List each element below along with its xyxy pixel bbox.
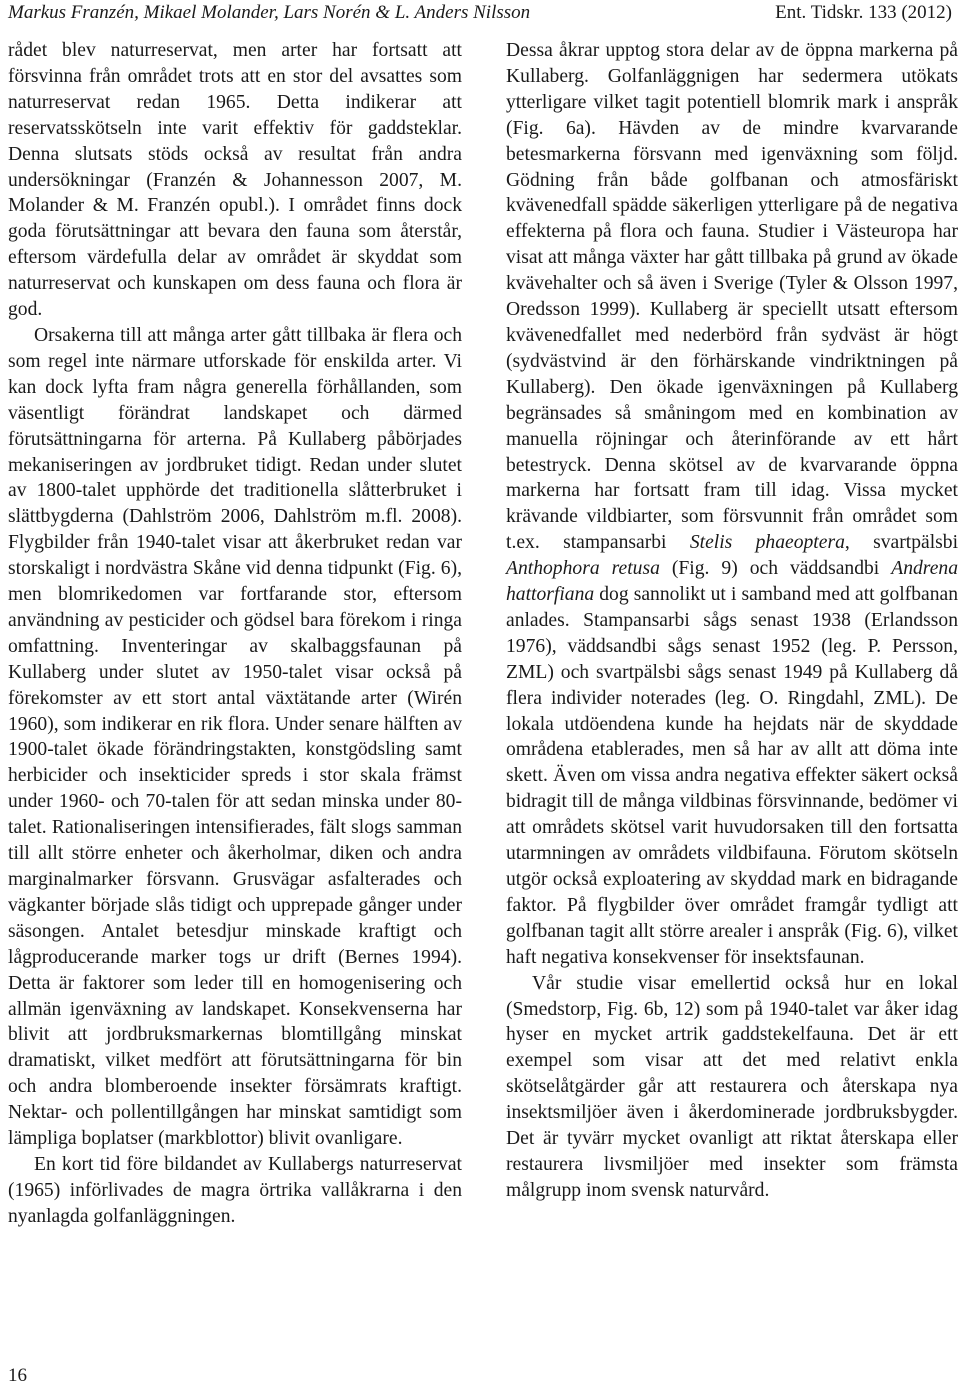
running-head-authors: Markus Franzén, Mikael Molander, Lars Norén & L. Anders Nilsson: [8, 2, 531, 23]
species-name: Stelis phaeoptera: [689, 532, 845, 554]
text-run: (Fig. 9) och väddsandbi: [659, 558, 892, 580]
text-run: Dessa åkrar upptog stora delar av de öppna markerna på Kullaberg. Golfanläggnigen har sedermera utökats ytterligare vilket tagit potentiell blomrik mark i anspråk (Fig. 6a). Hävden av de mindre kvarvarande betesmarkerna försvann med igenväxning som följd. Gödning från både golfbanan och atmosfäriskt kvävenedfall spädde säkerligen ytterligare på de negativa effekterna på flora och fauna. Studier i Västeuropa har visat att många växter har gått tillbaka på grund av ökade kvävehalter och så även i Sverige (Tyler & Olsson 1997, Oredsson 1999). Kullaberg är speciellt utsatt eftersom kvävenedfallet med nederbörd från sydväst är högt (sydvästvind är den förhärskande vindriktningen på Kullaberg). Den ökade igenväxningen på Kullaberg begränsades så småningom med en kombination av manuella röjningar och återinförande av ett hårt betestryck. Denna skötsel av de kvarvarande öppna markerna har fortsatt fram till idag. Vissa mycket krävande vildbiarter, som försvunnit från området som t.ex. stampansarbi: [506, 40, 958, 554]
text-run: dog sannolikt ut i samband med att golfbanan anlades. Stampansarbi sågs senast 1938 (Erlandsson 1976), väddsandbi sågs senast 1952 (leg. P. Persson, ZML) och svartpälsbi sågs senast 1949 på Kullaberg då flera individer noterades (leg. O. Ringdahl, ZML). De lokala utdöendena kunde ha hejdats när de skyddade områdena etablerades, men så har av allt att döma inte skett. Även om vissa andra negativa effekter säkert också bidragit till de många vildbinas försvinnande, bedömer vi att områdets skötsel varit huvudorsaken till den fortsatta utarmningen av områdets vildbifauna. Förutom skötseln utgör också exploatering av skyddad mark en bidragande faktor. På flygbilder över området framgår tydligt att golfbanan tagit allt större arealer i anspråk (Fig. 6), vilket haft negativa konsekvenser för insektsfaunan.: [506, 584, 958, 968]
species-name: Andrena hattorfiana: [506, 558, 958, 606]
body-paragraph: En kort tid före bildandet av Kullabergs naturreservat (1965) införlivades de magra örtrika vallåkrarna i den nyanlagda golfanläggningen.: [8, 1153, 462, 1227]
page-number: 16: [8, 1365, 27, 1386]
left-column: [8, 38, 462, 1230]
running-head: [8, 0, 952, 28]
running-head-journal: Ent. Tidskr. 133 (2012): [775, 2, 952, 23]
body-paragraph: [506, 38, 958, 971]
body-paragraph: Vår studie visar emellertid också hur en lokal (Smedstorp, Fig. 6b, 12) som på 1940-talet var åker idag hyser en mycket artrik gaddstekelfauna. Det är ett exempel som visar att det med relativt enkla skötselåtgärder går att restaurera och återskapa nya insektsmiljöer även i åkerdominerade jordbruksbygder. Det är tyvärr mycket ovanligt att riktat återskapa eller restaurera livsmiljöer med insekter som främsta målgrupp inom svensk naturvård.: [506, 972, 958, 1201]
text-run: , svartpälsbi: [844, 532, 959, 554]
body-paragraph: rådet blev naturreservat, men arter har fortsatt att försvinna från området trots att en stor del avsattes som naturreservat redan 1965. Detta indikerar att reservatsskötseln inte varit effektiv för gaddsteklar. Denna slutsats stöds också av resultat från andra undersökningar (Franzén & Johannesson 2007, M. Molander & M. Franzén opubl.). I området finns dock goda förutsättningar att bevara den fauna som återstår, eftersom värdefulla delar av området är skyddat som naturreservat och kunskapen om dess fauna och flora är god.: [8, 40, 462, 321]
right-column: [506, 38, 958, 1204]
species-name: Anthophora retusa: [506, 558, 660, 580]
body-paragraph: Orsakerna till att många arter gått tillbaka är flera och som regel inte närmare utforskade för enskilda arter. Vi kan dock lyfta fram några generella förhållanden, som väsentligt förändrat landskapet och därmed förutsättningarna för arterna. På Kullaberg påbörjades mekaniseringen av jordbruket tidigt. Redan under slutet av 1800-talet upphörde det traditionella slåtterbruket i slättbygderna (Dahlström 2006, Dahlström m.fl. 2008). Flygbilder från 1940-talet visar att åkerbruket redan var storskaligt i nordvästra Skåne vid denna tidpunkt (Fig. 6), men blomrikedomen var fortfarande stor, eftersom användning av pesticider och gödsel bara förekom i ringa omfattning. Inventeringar av skalbaggsfaunan på Kullaberg under slutet av 1950-talet visar också på förekomster av ett stort antal växtätande arter (Wirén 1960), som indikerar en rik flora. Under senare hälften av 1900-talet ökade förändringstakten, konstgödsling samt herbicider och insekticider spreds i stor skala främst under 1960- och 70-talen för att sedan minska under 80-talet. Rationaliseringen intensifierades, fält slogs samman till allt större enheter och åkerholmar, diken och andra marginalmarker försvann. Grusvägar asfalterades och vägkanter började slås tidigt och upprepade gånger under säsongen. Antalet betesdjur minskade kraftigt och lågproducerande marker togs ur drift (Bernes 1994). Detta är faktorer som leder till en homogenisering och allmän igenväxning av landskapet. Konsekvenserna har blivit att jordbruksmarkernas blomtillgång minskat dramatiskt, vilket medfört att förutsättningarna för bin och andra blomberoende insekter försämrats kraftigt. Nektar- och pollentillgången har minskat samtidigt som lämpliga boplatser (markblottor) blivit ovanligare.: [8, 324, 462, 1150]
